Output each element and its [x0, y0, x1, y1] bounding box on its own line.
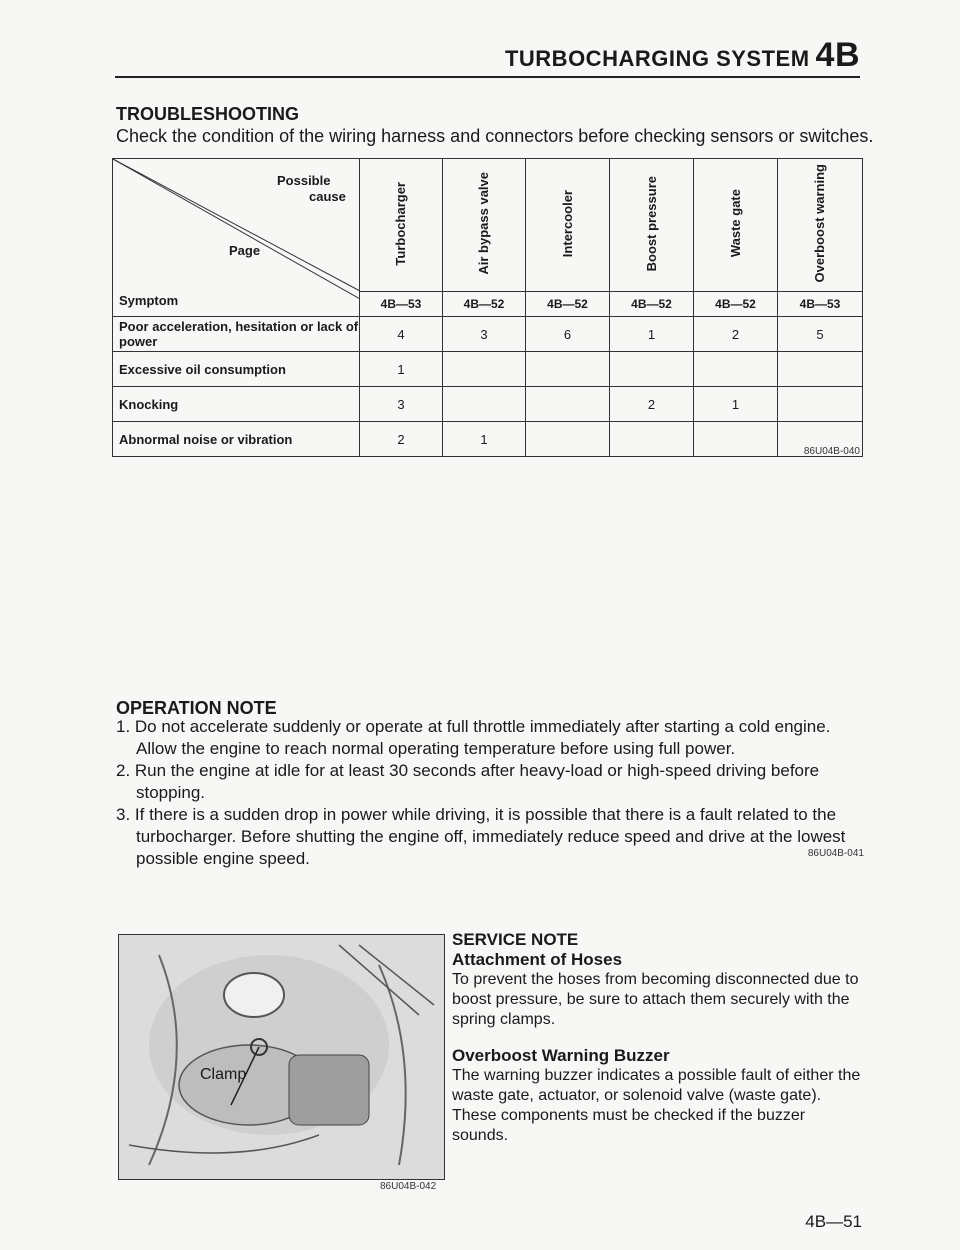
operation-list — [116, 716, 866, 870]
value-cell: 1 — [360, 352, 443, 387]
column-header: Intercooler — [526, 159, 610, 292]
page-ref-cell: 4B—52 — [526, 292, 610, 317]
list-item: 1. Do not accelerate suddenly or operate at full throttle immediately after starting a cold engine. Allow the engine to reach normal operating temperature before using full power. — [116, 717, 831, 758]
value-cell: 2 — [360, 422, 443, 457]
value-cell — [778, 387, 863, 422]
hoses-heading: Attachment of Hoses — [452, 950, 623, 969]
section-number: 4B — [815, 36, 860, 74]
symptom-cell: Abnormal noise or vibration — [113, 422, 360, 457]
page-ref-cell: 4B—53 — [360, 292, 443, 317]
table-row — [113, 352, 863, 387]
value-cell: 2 — [610, 387, 694, 422]
page-header — [505, 36, 860, 75]
table-corner-cell — [113, 159, 360, 317]
corner-label-symptom: Symptom — [119, 293, 179, 308]
value-cell — [526, 422, 610, 457]
corner-label-page: Page — [229, 243, 261, 258]
page-number: 4B—51 — [805, 1212, 862, 1231]
value-cell: 6 — [526, 317, 610, 352]
column-header: Boost pressure — [610, 159, 694, 292]
value-cell: 5 — [778, 317, 863, 352]
symptom-cell: Excessive oil consumption — [113, 352, 360, 387]
service-heading: SERVICE NOTE — [452, 930, 579, 949]
operation-caption: 86U04B-041 — [807, 848, 864, 859]
page-ref-cell: 4B—52 — [610, 292, 694, 317]
value-cell — [526, 387, 610, 422]
value-cell — [778, 352, 863, 387]
troubleshooting-table — [112, 158, 863, 457]
symptom-cell: Poor acceleration, hesitation or lack of power — [113, 317, 360, 352]
value-cell: 1 — [694, 387, 778, 422]
table-row — [113, 387, 863, 422]
column-header: Turbocharger — [360, 159, 443, 292]
column-header: Overboost warning — [778, 159, 863, 292]
symptom-cell: Knocking — [113, 387, 360, 422]
clamp-label: Clamp — [200, 1066, 247, 1083]
list-item: 3. If there is a sudden drop in power while driving, it is possible that there is a fault related to the turbocharger. Before shutting the engine off, immediately reduce speed and drive at the lowest possible engine speed. — [116, 805, 846, 868]
page-ref-cell: 4B—52 — [443, 292, 526, 317]
value-cell: 1 — [443, 422, 526, 457]
buzzer-heading: Overboost Warning Buzzer — [452, 1046, 670, 1065]
engine-illustration — [119, 935, 444, 1179]
operation-heading: OPERATION NOTE — [116, 698, 277, 718]
value-cell: 1 — [610, 317, 694, 352]
table-caption: 86U04B-040 — [803, 446, 860, 457]
troubleshooting-heading: TROUBLESHOOTING — [116, 104, 299, 124]
table-row — [113, 317, 863, 352]
service-note — [452, 930, 862, 1146]
value-cell — [526, 352, 610, 387]
value-cell — [443, 352, 526, 387]
value-cell — [694, 422, 778, 457]
value-cell — [610, 422, 694, 457]
hoses-text: To prevent the hoses from becoming disconnected due to boost pressure, be sure to attach them securely with the spring clamps. — [452, 971, 859, 1028]
troubleshooting-intro: Check the condition of the wiring harness and connectors before checking sensors or switches. — [116, 126, 874, 146]
list-item: 2. Run the engine at idle for at least 30 seconds after heavy-load or high-speed driving before stopping. — [116, 761, 820, 802]
value-cell: 4 — [360, 317, 443, 352]
value-cell — [610, 352, 694, 387]
engine-photo — [118, 934, 445, 1180]
value-cell — [694, 352, 778, 387]
column-header: Air bypass valve — [443, 159, 526, 292]
header-rule — [115, 76, 860, 78]
page-ref-cell: 4B—52 — [694, 292, 778, 317]
value-cell — [443, 387, 526, 422]
header-title: TURBOCHARGING SYSTEM — [504, 46, 810, 71]
corner-label-possible: Possible — [277, 173, 331, 188]
value-cell: 3 — [360, 387, 443, 422]
corner-label-cause: cause — [309, 189, 346, 204]
column-header: Waste gate — [694, 159, 778, 292]
value-cell: 2 — [694, 317, 778, 352]
value-cell: 3 — [443, 317, 526, 352]
page-ref-cell: 4B—53 — [778, 292, 863, 317]
buzzer-text: The warning buzzer indicates a possible fault of either the waste gate, actuator, or solenoid valve (waste gate). These components must be checked if the buzzer sounds. — [452, 1067, 861, 1144]
figure-caption: 86U04B-042 — [380, 1181, 437, 1192]
table-row — [113, 422, 863, 457]
